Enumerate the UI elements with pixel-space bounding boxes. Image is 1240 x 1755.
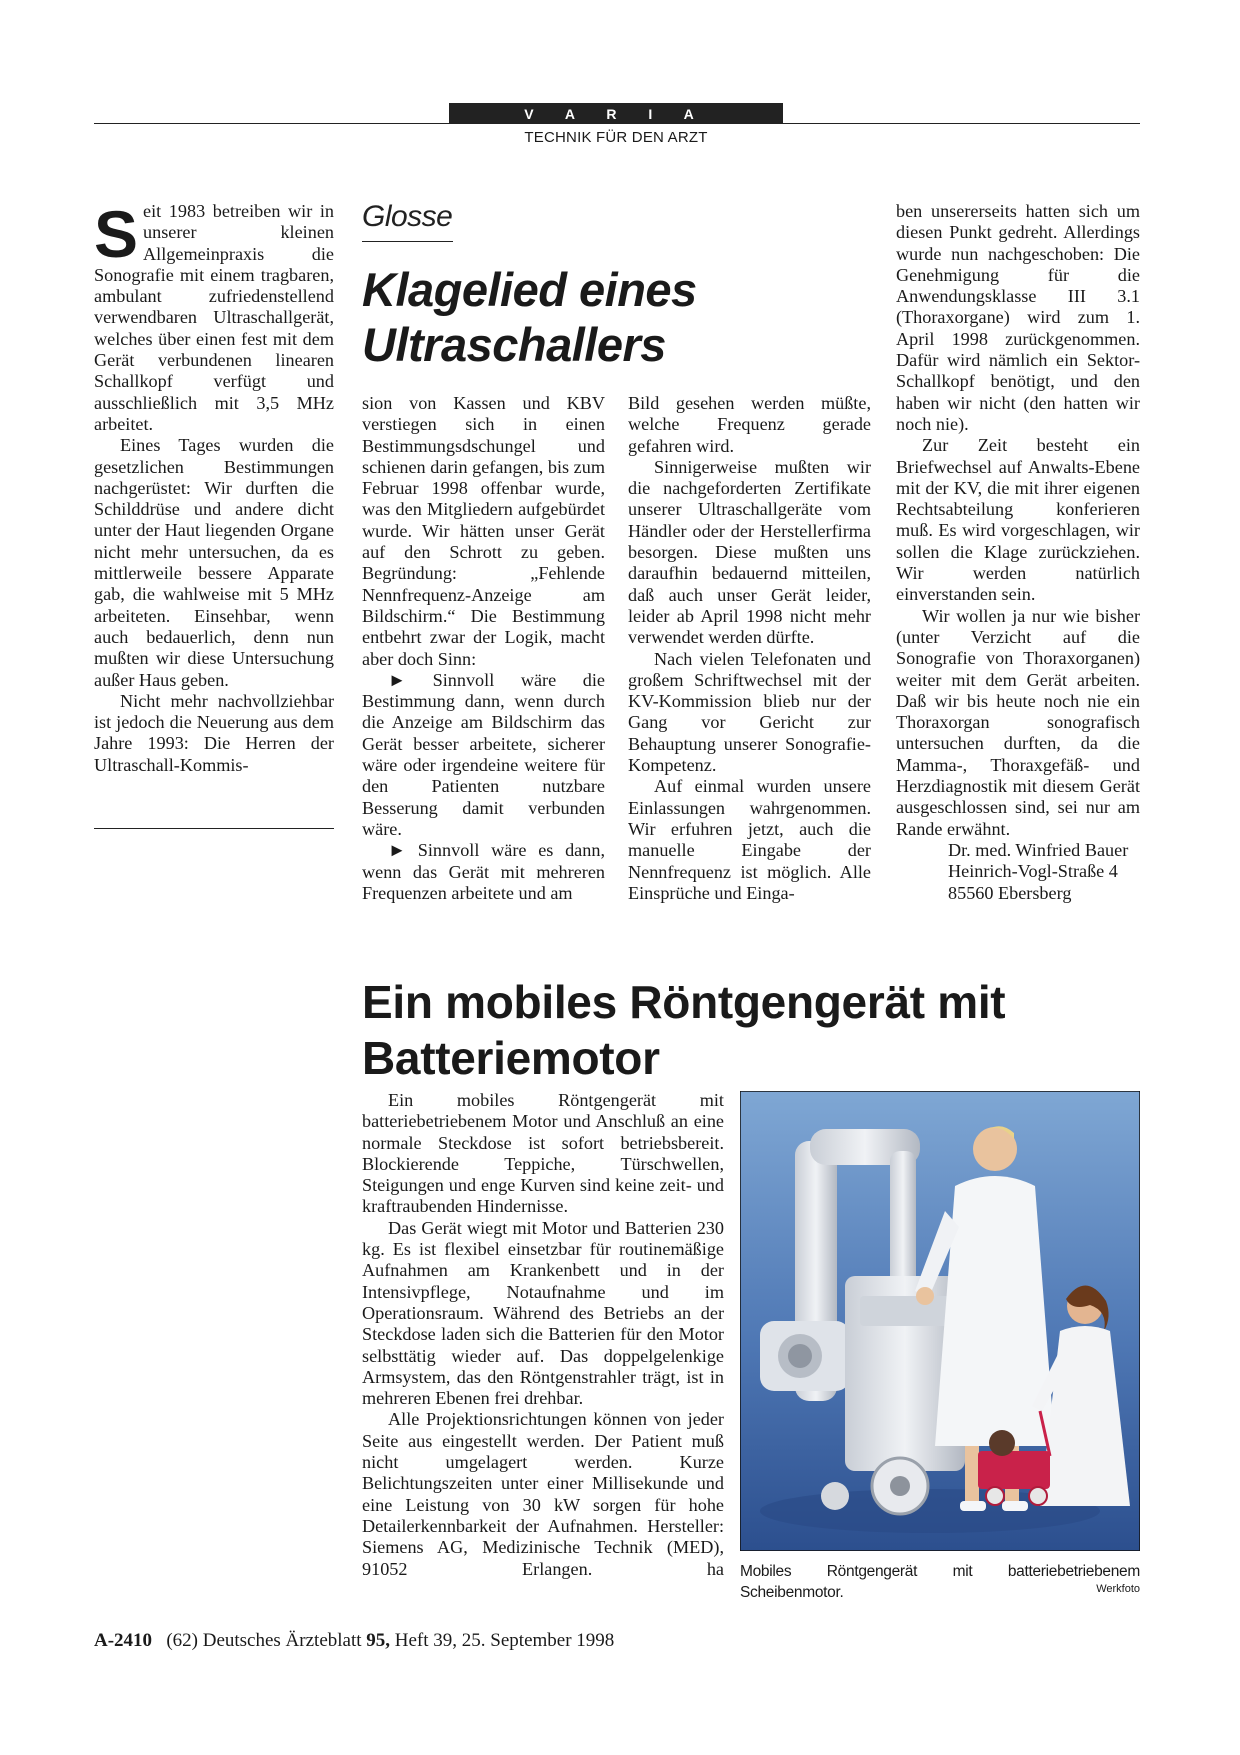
title-line: Batteriemotor: [362, 1032, 660, 1084]
title-line: Klagelied eines: [362, 263, 697, 316]
paragraph: Ein mobiles Röntgengerät mit batteriebetriebenem Motor und Anschluß an eine normale Steckdose ist sofort betriebsbereit. Blockierende Teppiche, Türschwellen, Steigungen und enge Kurven sind keine zeit- und kraftraubenden Hindernisse.: [362, 1090, 724, 1217]
paragraph: Alle Projektionsrichtungen können von jeder Seite aus eingestellt werden. Der Patient muß nicht umgelagert werden. Kurze Belichtungszeiten unter einer Millisekunde und eine Leistung von 30 kW sorgen für hohe Detailerkennbarkeit der Aufnahmen. Hersteller: Siemens AG, Medizinische Technik (MED), 91052 Erlangen. ha: [362, 1409, 724, 1579]
title-line: Ultraschallers: [362, 318, 666, 371]
article-column-4: [896, 201, 1140, 904]
volume-number: 95,: [366, 1630, 391, 1651]
title-line: Ein mobiles Röntgengerät mit: [362, 976, 1006, 1028]
paragraph: Eines Tages wurden die gesetzlichen Bestimmungen nachgerüstet: Wir durften die Schilddrüse und andere dicht unter der Haut liegenden Organe nicht mehr untersuchen, da es mittlerweile bessere Apparate gab, die wahlweise mit 5 MHz arbeiteten. Einsehbar, wenn auch bedauerlich, denn nun mußten wir diese Untersuchung außer Haus geben.: [94, 435, 334, 690]
paragraph: Sinnigerweise mußten wir die nachgeforderten Zertifikate unserer Ultraschallgeräte vom Händler oder der Herstellerfirma besorgen. Diese mußten uns daraufhin bedauernd mitteilen, daß auch unser Gerät leider, leider ab April 1998 nicht mehr verwendet werden dürfte.: [628, 456, 871, 648]
photo-caption: Mobiles Röntgengerät mit batteriebetriebenem Scheibenmotor.: [740, 1563, 1140, 1601]
news-body: [362, 1090, 724, 1580]
news-title: [362, 974, 1162, 1086]
author-city: 85560 Ebersberg: [948, 882, 1072, 903]
section-label: TECHNIK FÜR DEN ARZT: [524, 129, 708, 146]
column-rule: [94, 828, 334, 829]
issue-date: Heft 39, 25. September 1998: [394, 1630, 615, 1651]
section-banner: V A R I A: [449, 103, 783, 124]
article-column-1: [94, 197, 334, 776]
bullet-paragraph: ► Sinnvoll wäre die Bestimmung dann, wenn durch die Anzeige am Bildschirm das Gerät besser arbeitete, sicherer wäre oder irgendeine weitere für den Patienten nutzbare Besserung damit verbunden wäre.: [362, 669, 605, 839]
kicker: Glosse: [362, 200, 453, 233]
paragraph: Das Gerät wiegt mit Motor und Batterien 230 kg. Es ist flexibel einsetzbar für routinemäßige Aufnahmen am Krankenbett und in der Intensivpflege, Notaufnahme und im Operationsraum. Während des Betriebs an der Steckdose laden sich die Batterien für den Motor selbsttätig wieder auf. Das doppelgelenkige Armsystem, das den Röntgenstrahler trägt, ist in mehreren Ebenen frei drehbar.: [362, 1217, 724, 1409]
bullet-paragraph: ► Sinnvoll wäre es dann, wenn das Gerät mit mehreren Frequenzen arbeitete und am: [362, 840, 605, 903]
publication-name: (62) Deutsches Ärzteblatt: [166, 1630, 362, 1651]
page-number: A-2410: [94, 1630, 153, 1651]
paragraph: Nach vielen Telefonaten und großem Schriftwechsel mit der KV-Kommission blieb nur der Gang vor Gericht zur Behauptung unserer Sonografie-Kompetenz.: [628, 648, 871, 776]
paragraph: ben unsererseits hatten sich um diesen Punkt gedreht. Allerdings wurde nun nachgeschoben: Die Genehmigung für die Anwendungsklasse III 3.1 (Thoraxorgane) wird zum 1. April 1998 zurückgenommen. Dafür wird nämlich ein Sektor-Schallkopf benötigt, und den haben wir nicht (den hatten wir noch nie).: [896, 201, 1140, 434]
page-footer: [94, 1630, 614, 1652]
article-column-2: [362, 393, 605, 904]
paragraph: Bild gesehen werden müßte, welche Frequenz gerade gefahren wird.: [628, 393, 871, 456]
author-street: Heinrich-Vogl-Straße 4: [948, 861, 1118, 882]
paragraph: Seit 1983 betreiben wir in unserer kleinen Allgemeinpraxis die Sonografie mit einem tragbaren, ambulant zufriedenstellend verwendbaren Ultraschallgerät, welches über einen fest mit dem Gerät verbundenen linearen Schallkopf verfügt und ausschließlich mit 3,5 MHz arbeitet.: [94, 197, 334, 434]
paragraph: Zur Zeit besteht ein Briefwechsel auf Anwalts-Ebene mit der KV, die mit ihrer eigenen Rechtsabteilung konferieren muß. Es wird vorgeschlagen, wir sollen die Klage zurückziehen. Wir werden natürlich einverstanden sein.: [896, 435, 1140, 605]
kicker-rule: [362, 241, 453, 242]
paragraph: Nicht mehr nachvollziehbar ist jedoch die Neuerung aus dem Jahre 1993: Die Herren der Ultraschall-Kommis-: [94, 690, 334, 775]
article-column-3: [628, 393, 871, 904]
xray-device-photo: [740, 1091, 1140, 1551]
author-name: Dr. med. Winfried Bauer: [948, 839, 1129, 860]
author-initials: ha: [706, 1558, 724, 1579]
drop-cap: S: [94, 197, 139, 271]
paragraph: Wir wollen ja nur wie bisher (unter Verzicht auf die Sonografie von Thoraxorganen) weiter mit dem Gerät arbeiten. Daß wir bis heute noch nie ein Thoraxorgan sonografisch untersuchen durften, da die Mamma-, Thoraxgefäß- und Herzdiagnostik mit diesem Gerät ausgeschlossen sind, sei nur am Rande erwähnt.: [896, 605, 1140, 839]
photo-credit: Werkfoto: [1096, 1583, 1140, 1595]
article-title: [362, 262, 862, 372]
paragraph: Auf einmal wurden unsere Einlassungen wahrgenommen. Wir erfuhren jetzt, auch die manuelle Eingabe der Nennfrequenz ist möglich. Alle Einsprüche und Einga-: [628, 776, 871, 903]
paragraph: sion von Kassen und KBV verstiegen sich in einen Bestimmungsdschungel und schienen darin gefangen, bis zum Februar 1998 offenbar wurde, was den Mitgliedern aufgebürdet wurde. Wir hätten unser Gerät auf den Schrott zu geben. Begründung: „Fehlende Nennfrequenz-Anzeige am Bildschirm.“ Die Bestimmung entbehrt zwar der Logik, macht aber doch Sinn:: [362, 393, 605, 669]
